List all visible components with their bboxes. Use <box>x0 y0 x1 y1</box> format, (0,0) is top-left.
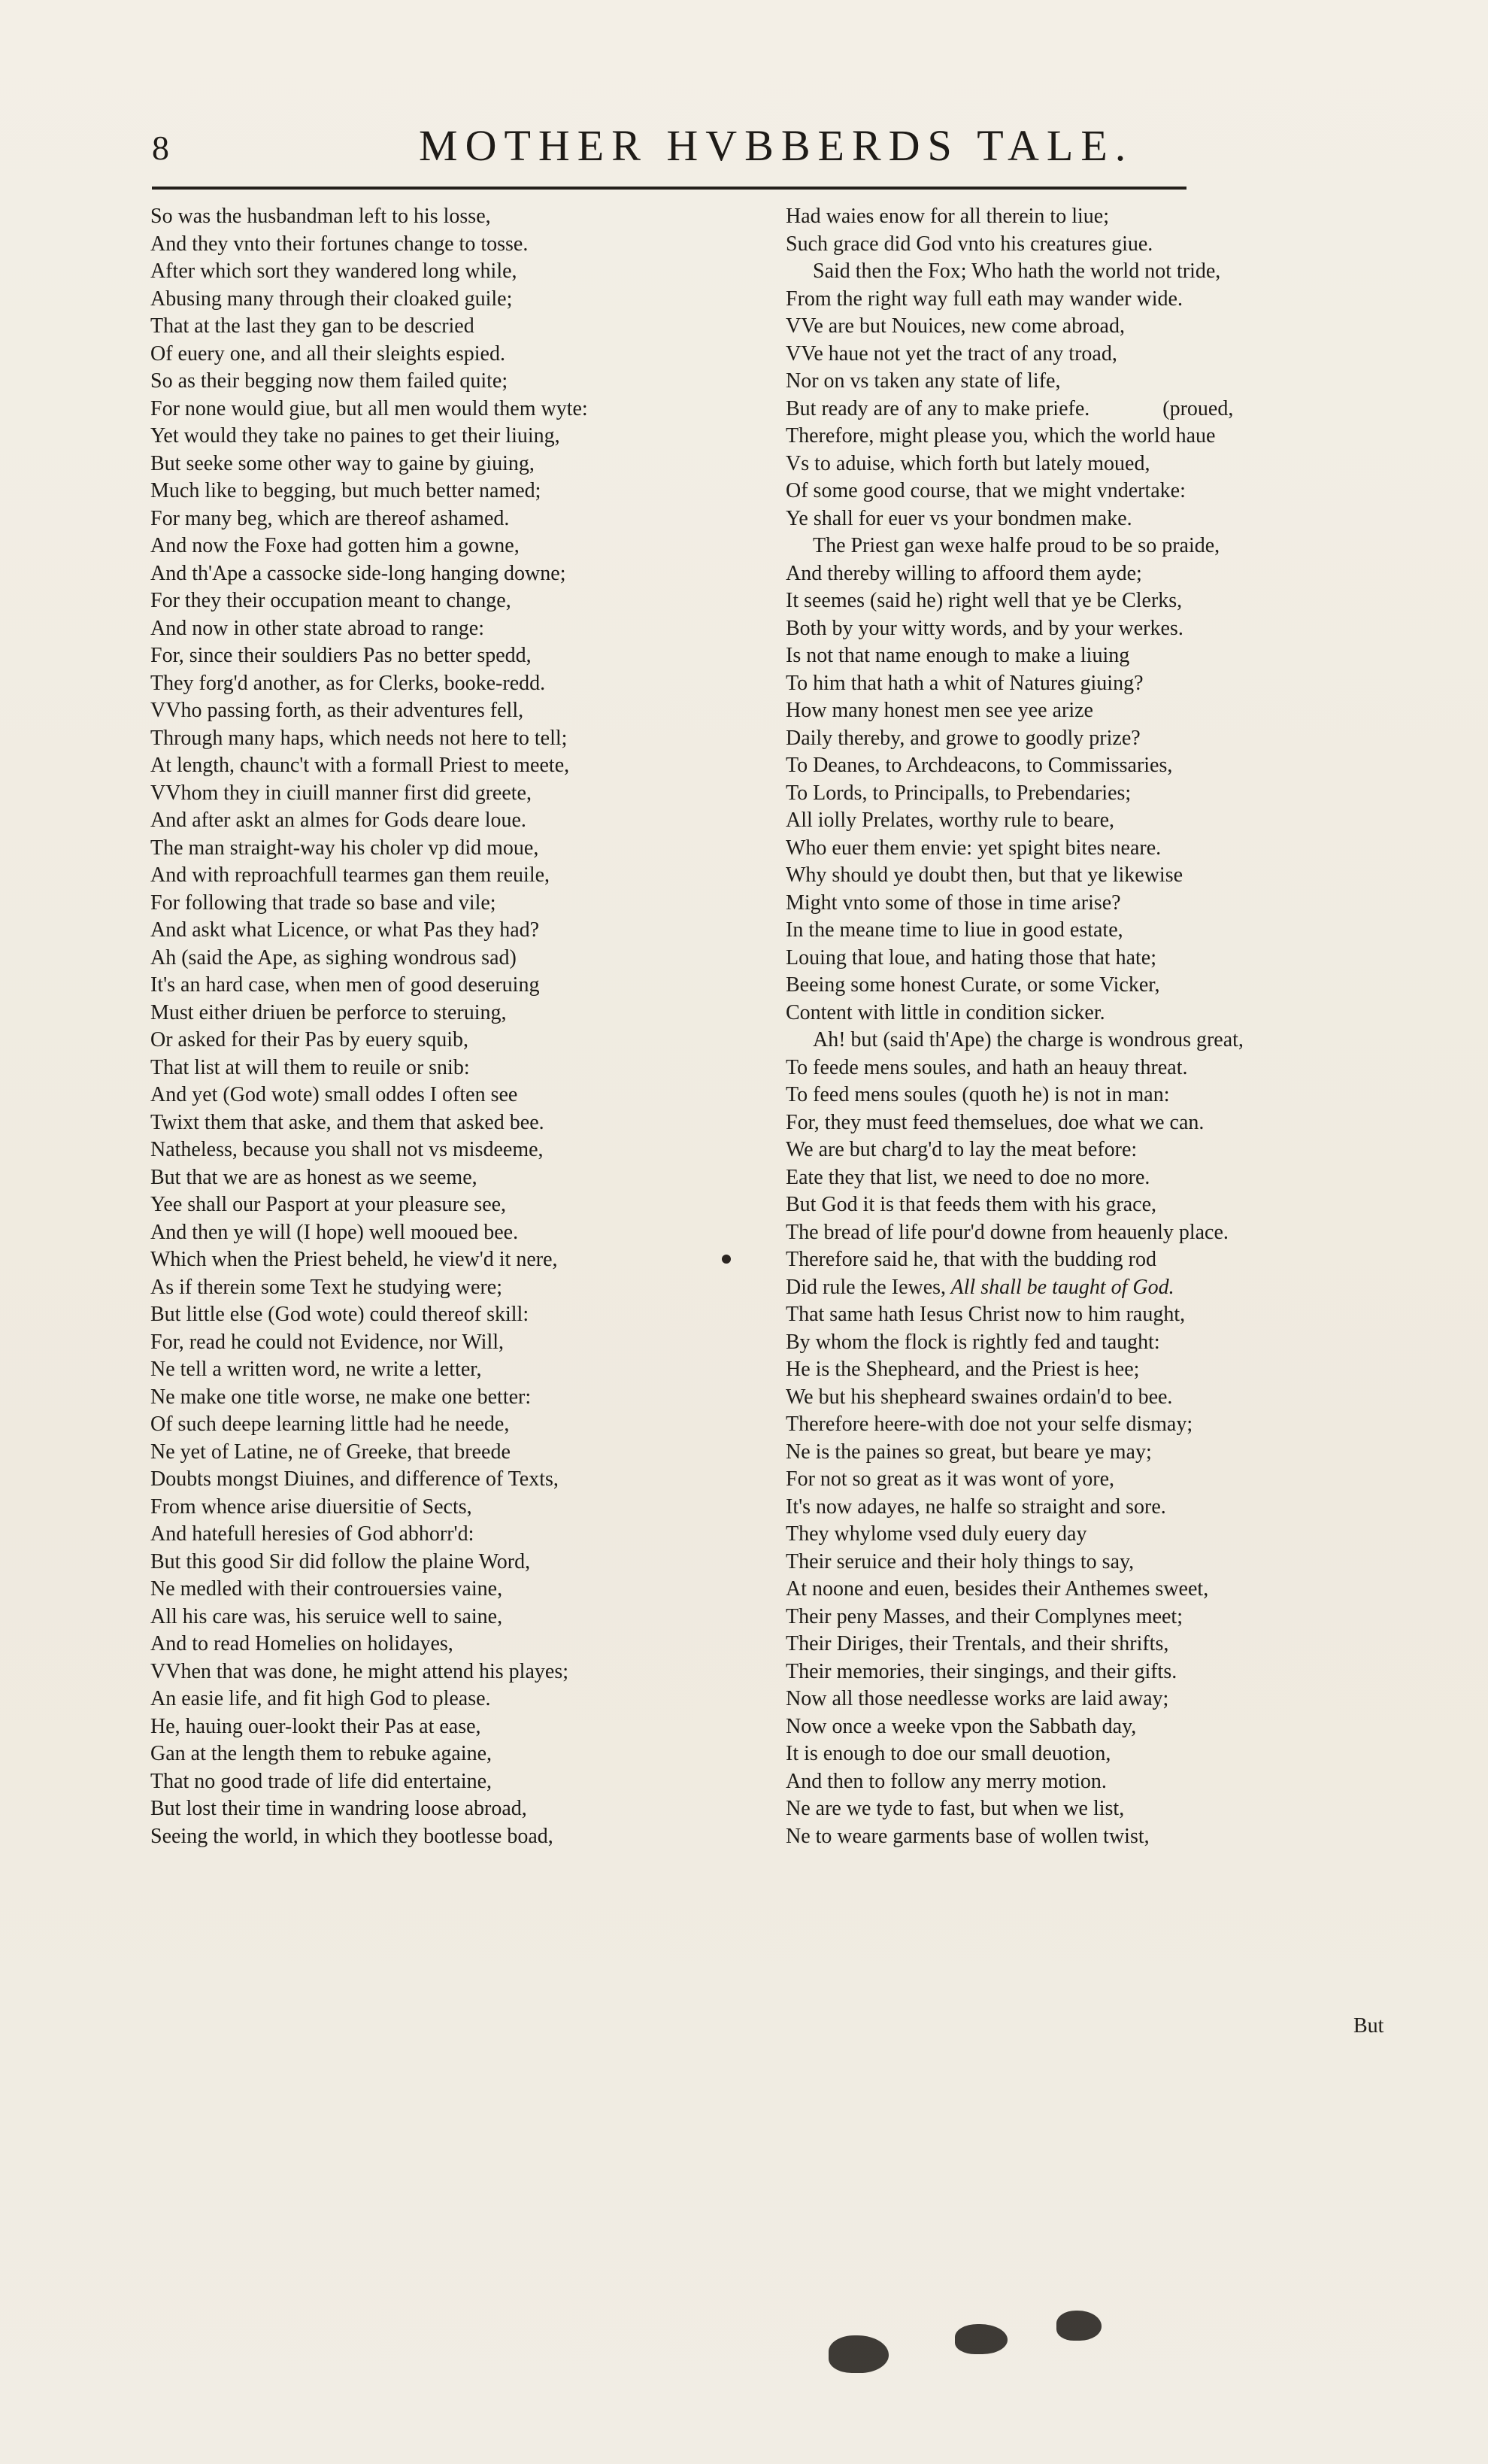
verse-line <box>150 1494 774 1522</box>
verse-text: Did rule the Iewes, <box>786 1275 947 1299</box>
verse-line <box>150 1466 774 1494</box>
verse-text: The bread of life pour'd downe from heauenly place. <box>786 1220 1229 1244</box>
verse-line <box>786 1082 1372 1109</box>
verse-text: For not so great as it was wont of yore, <box>786 1467 1115 1491</box>
verse-text: In the meane time to liue in good estate, <box>786 918 1123 942</box>
verse-text: Seeing the world, in which they bootlesse boad, <box>150 1824 553 1848</box>
verse-line <box>150 1301 774 1329</box>
verse-text: Which when the Priest beheld, he view'd it nere, <box>150 1248 558 1271</box>
verse-text: It's now adayes, ne halfe so straight and sore. <box>786 1494 1166 1519</box>
verse-text: VVe haue not yet the tract of any troad, <box>786 341 1117 366</box>
verse-line <box>786 1439 1372 1467</box>
verse-text: From the right way full eath may wander wide. <box>786 287 1183 311</box>
verse-line <box>150 780 774 808</box>
verse-line <box>786 1658 1372 1686</box>
verse-text: Therefore heere-with doe not your selfe dismay; <box>786 1413 1193 1436</box>
verse-text: Natheless, because you shall not vs misdeeme, <box>150 1138 544 1161</box>
verse-text: Therefore, might please you, which the world haue <box>786 424 1216 448</box>
verse-text: Vs to aduise, which forth but lately moued, <box>786 451 1150 475</box>
verse-line <box>786 1054 1372 1082</box>
verse-line <box>150 1604 774 1631</box>
verse-text: It is enough to doe our small deuotion, <box>786 1742 1111 1765</box>
verse-text: Ye shall for euer vs your bondmen make. <box>786 506 1132 530</box>
verse-line <box>786 1631 1372 1658</box>
verse-line <box>786 1027 1372 1054</box>
verse-text: Eate they that list, we need to doe no more. <box>786 1165 1150 1189</box>
verse-text: Ne tell a written word, ne write a letter, <box>150 1358 482 1381</box>
verse-text: That list at will them to reuile or snib: <box>150 1055 470 1079</box>
verse-line <box>150 1136 774 1164</box>
verse-text: To him that hath a whit of Natures giuing? <box>786 671 1144 695</box>
verse-line <box>150 752 774 780</box>
verse-line <box>786 697 1372 725</box>
verse-line <box>786 313 1372 341</box>
page-number: 8 <box>152 129 169 167</box>
verse-text: Abusing many through their cloaked guile; <box>150 287 513 311</box>
verse-line <box>150 396 774 423</box>
verse-line <box>150 286 774 314</box>
verse-line <box>150 478 774 505</box>
right-column <box>786 203 1372 1850</box>
verse-line <box>786 1494 1372 1522</box>
verse-text: Their seruice and their holy things to say, <box>786 1549 1135 1573</box>
verse-text: They forg'd another, as for Clerks, booke-redd. <box>150 671 546 695</box>
verse-text: And with reproachfull tearmes gan them reuile, <box>150 863 550 887</box>
verse-text: But that we are as honest as we seeme, <box>150 1165 477 1189</box>
verse-line <box>786 505 1372 533</box>
verse-line <box>786 1246 1372 1274</box>
verse-text: Had waies enow for all therein to liue; <box>786 205 1109 228</box>
verse-line <box>786 642 1372 670</box>
verse-line <box>150 1274 774 1302</box>
verse-text: But ready are of any to make priefe. <box>786 396 1090 420</box>
verse-line <box>150 1549 774 1576</box>
verse-line <box>786 945 1372 973</box>
verse-text: To Deanes, to Archdeacons, to Commissaries, <box>786 754 1173 777</box>
verse-text: Both by your witty words, and by your werkes. <box>786 616 1183 640</box>
verse-line <box>150 231 774 259</box>
verse-text: Content with little in condition sicker. <box>786 1000 1105 1024</box>
header-rule <box>152 187 1186 190</box>
verse-text: As if therein some Text he studying were; <box>150 1275 502 1299</box>
verse-line <box>786 1713 1372 1741</box>
verse-text: Of some good course, that we might vndertake: <box>786 479 1186 502</box>
verse-line <box>150 1219 774 1247</box>
verse-text: That same hath Iesus Christ now to him raught, <box>786 1303 1186 1326</box>
verse-text: For following that trade so base and vile; <box>150 891 496 915</box>
verse-line <box>786 1109 1372 1137</box>
ink-blot <box>1056 2311 1102 2341</box>
verse-text: For, they must feed themselues, doe what we can. <box>786 1110 1205 1134</box>
verse-text: Nor on vs taken any state of life, <box>786 369 1061 393</box>
verse-text: It's an hard case, when men of good deseruing <box>150 973 540 997</box>
verse-line <box>150 1109 774 1137</box>
verse-line <box>150 313 774 341</box>
verse-line <box>150 862 774 890</box>
verse-text: To feed mens soules (quoth he) is not in man: <box>786 1083 1170 1106</box>
verse-text: Might vnto some of those in time arise? <box>786 891 1121 915</box>
catchword: But <box>1353 2014 1384 2038</box>
verse-text: By whom the flock is rightly fed and taught: <box>786 1330 1160 1354</box>
verse-line <box>786 1000 1372 1027</box>
verse-text: Who euer them envie: yet spight bites neare. <box>786 836 1162 860</box>
verse-text: And now in other state abroad to range: <box>150 616 484 640</box>
verse-line <box>150 587 774 615</box>
verse-line <box>786 972 1372 1000</box>
italic-quotation: All shall be taught of God. <box>946 1275 1174 1299</box>
verse-text: Yet would they take no paines to get their liuing, <box>150 424 560 448</box>
verse-text: At length, chaunc't with a formall Priest to meete, <box>150 754 570 777</box>
verse-text: Ah! but (said th'Ape) the charge is wondrous great, <box>813 1028 1244 1051</box>
verse-text: Of euery one, and all their sleights espied. <box>150 341 505 366</box>
ink-blot <box>955 2324 1008 2354</box>
verse-text: Now all those needlesse works are laid away; <box>786 1687 1169 1710</box>
verse-text: But God it is that feeds them with his grace, <box>786 1193 1157 1216</box>
verse-text: And now the Foxe had gotten him a gowne, <box>150 534 520 557</box>
verse-line <box>786 341 1372 369</box>
verse-line <box>786 1740 1372 1768</box>
verse-line <box>786 1576 1372 1604</box>
verse-text: VVho passing forth, as their adventures fell, <box>150 699 524 722</box>
verse-line <box>150 1082 774 1109</box>
verse-line <box>786 1329 1372 1357</box>
verse-line <box>786 1301 1372 1329</box>
verse-line <box>786 615 1372 643</box>
verse-text: Much like to begging, but much better named; <box>150 479 541 502</box>
verse-line <box>150 203 774 231</box>
verse-text: The man straight-way his choler vp did moue, <box>150 836 539 860</box>
verse-text: But little else (God wote) could thereof skill: <box>150 1303 529 1326</box>
verse-text: All iolly Prelates, worthy rule to beare, <box>786 809 1114 832</box>
verse-line <box>150 423 774 451</box>
verse-text: We are but charg'd to lay the meat before: <box>786 1138 1138 1161</box>
ink-speck <box>722 1255 731 1264</box>
verse-line <box>150 1576 774 1604</box>
verse-line <box>150 1000 774 1027</box>
verse-line <box>786 560 1372 588</box>
verse-text: And hatefull heresies of God abhorr'd: <box>150 1522 474 1546</box>
verse-line <box>786 725 1372 753</box>
verse-line <box>150 1054 774 1082</box>
verse-line <box>150 1246 774 1274</box>
verse-text: So was the husbandman left to his losse, <box>150 205 491 228</box>
verse-text: Said then the Fox; Who hath the world not tride, <box>813 259 1221 283</box>
verse-text: For many beg, which are thereof ashamed. <box>150 506 510 530</box>
verse-text: Daily thereby, and growe to goodly prize? <box>786 726 1141 750</box>
verse-line <box>786 1191 1372 1219</box>
verse-text: They whylome vsed duly euery day <box>786 1522 1087 1546</box>
verse-text: Gan at the length them to rebuke againe, <box>150 1742 492 1765</box>
verse-line <box>786 1384 1372 1412</box>
verse-text: Beeing some honest Curate, or some Vicker, <box>786 973 1160 997</box>
verse-text: Louing that loue, and hating those that hate; <box>786 945 1156 970</box>
verse-text: An easie life, and fit high God to please. <box>150 1687 491 1710</box>
verse-line <box>786 1604 1372 1631</box>
verse-line <box>150 1658 774 1686</box>
verse-line <box>150 1713 774 1741</box>
verse-text: VVhom they in ciuill manner first did greete, <box>150 781 532 805</box>
verse-text: Must either driuen be perforce to steruing, <box>150 1000 507 1024</box>
verse-text: And thereby willing to affoord them ayde; <box>786 561 1142 585</box>
verse-text: We but his shepheard swaines ordain'd to bee. <box>786 1385 1173 1409</box>
verse-line <box>150 533 774 560</box>
verse-line <box>150 1439 774 1467</box>
verse-text: Or asked for their Pas by euery squib, <box>150 1028 469 1051</box>
verse-line <box>150 1384 774 1412</box>
verse-line <box>150 560 774 588</box>
verse-line <box>150 368 774 396</box>
verse-line <box>786 368 1372 396</box>
verse-text: And th'Ape a cassocke side-long hanging downe; <box>150 561 566 585</box>
verse-line <box>150 972 774 1000</box>
verse-line <box>150 615 774 643</box>
verse-text: And yet (God wote) small oddes I often see <box>150 1083 518 1106</box>
verse-line <box>786 917 1372 945</box>
verse-text: He, hauing ouer-lookt their Pas at ease, <box>150 1714 481 1738</box>
verse-text: Ne to weare garments base of wollen twist, <box>786 1824 1150 1848</box>
verse-line <box>786 478 1372 505</box>
verse-line <box>150 1521 774 1549</box>
left-column <box>150 203 774 1850</box>
verse-text: Through many haps, which needs not here to tell; <box>150 726 568 750</box>
verse-line <box>786 231 1372 259</box>
verse-text: Why should ye doubt then, but that ye likewise <box>786 863 1183 887</box>
verse-line <box>150 1686 774 1713</box>
page-header <box>152 120 1186 181</box>
verse-text: After which sort they wandered long while, <box>150 259 517 283</box>
verse-line <box>150 1329 774 1357</box>
verse-line <box>786 1274 1372 1302</box>
verse-text: Their peny Masses, and their Complynes meet; <box>786 1604 1183 1628</box>
verse-line <box>150 451 774 478</box>
ink-blot <box>829 2335 889 2373</box>
verse-overflow-word: (proued, <box>1157 396 1234 420</box>
verse-line <box>150 1795 774 1823</box>
verse-text: For, since their souldiers Pas no better spedd, <box>150 644 532 667</box>
verse-text: And they vnto their fortunes change to tosse. <box>150 232 529 256</box>
verse-text: To Lords, to Principalls, to Prebendaries; <box>786 781 1132 805</box>
verse-text: VVe are but Nouices, new come abroad, <box>786 314 1125 338</box>
verse-text: Yee shall our Pasport at your pleasure see, <box>150 1193 507 1216</box>
verse-text: And askt what Licence, or what Pas they had? <box>150 918 540 942</box>
verse-line <box>786 258 1372 286</box>
verse-text: From whence arise diuersitie of Sects, <box>150 1494 472 1519</box>
verse-line <box>786 286 1372 314</box>
verse-text: And after askt an almes for Gods deare loue. <box>150 809 526 832</box>
verse-line <box>786 835 1372 863</box>
verse-text: Ne medled with their controuersies vaine, <box>150 1577 503 1601</box>
verse-line <box>150 642 774 670</box>
verse-text: Is not that name enough to make a liuing <box>786 644 1130 667</box>
verse-line <box>786 1768 1372 1796</box>
running-title: MOTHER HVBBERDS TALE. <box>419 121 1134 170</box>
verse-line <box>150 725 774 753</box>
verse-text: Of such deepe learning little had he neede, <box>150 1413 510 1436</box>
verse-line <box>150 807 774 835</box>
verse-line <box>150 670 774 698</box>
verse-line <box>150 1164 774 1192</box>
verse-line <box>150 1027 774 1054</box>
verse-text: Ne yet of Latine, ne of Greeke, that breede <box>150 1440 511 1464</box>
verse-text: Ne make one title worse, ne make one better: <box>150 1385 532 1409</box>
verse-text: How many honest men see yee arize <box>786 699 1093 722</box>
verse-line <box>786 1466 1372 1494</box>
verse-text: Their Diriges, their Trentals, and their shrifts, <box>786 1632 1169 1655</box>
verse-text: It seemes (said he) right well that ye be Clerks, <box>786 589 1183 612</box>
verse-line <box>786 1164 1372 1192</box>
verse-text: And then ye will (I hope) well mooued bee. <box>150 1220 519 1244</box>
verse-text: That no good trade of life did entertaine, <box>150 1769 492 1793</box>
verse-text: Ne are we tyde to fast, but when we list, <box>786 1797 1125 1820</box>
verse-text: Ne is the paines so great, but beare ye may; <box>786 1440 1152 1464</box>
verse-text: To feede mens soules, and hath an heauy threat. <box>786 1055 1188 1079</box>
verse-text: The Priest gan wexe halfe proud to be so praide, <box>813 534 1220 557</box>
verse-line <box>786 1549 1372 1576</box>
verse-line <box>786 890 1372 918</box>
verse-line <box>786 1411 1372 1439</box>
verse-text: Now once a weeke vpon the Sabbath day, <box>786 1714 1137 1738</box>
verse-line <box>786 862 1372 890</box>
verse-line <box>786 1521 1372 1549</box>
verse-line <box>786 1136 1372 1164</box>
verse-line <box>150 835 774 863</box>
verse-text: But seeke some other way to gaine by giuing, <box>150 451 535 475</box>
verse-line <box>150 890 774 918</box>
verse-text: Ah (said the Ape, as sighing wondrous sad) <box>150 945 517 970</box>
verse-text: For, read he could not Evidence, nor Will, <box>150 1330 504 1354</box>
verse-line <box>786 1795 1372 1823</box>
verse-line <box>150 505 774 533</box>
verse-line <box>786 451 1372 478</box>
verse-line <box>786 203 1372 231</box>
verse-line <box>150 697 774 725</box>
verse-line <box>150 1191 774 1219</box>
verse-text: For none would giue, but all men would them wyte: <box>150 396 588 420</box>
verse-line <box>786 670 1372 698</box>
verse-line <box>786 752 1372 780</box>
verse-text: For they their occupation meant to change, <box>150 589 511 612</box>
verse-line <box>150 917 774 945</box>
verse-text: All his care was, his seruice well to saine, <box>150 1604 503 1628</box>
verse-line <box>786 807 1372 835</box>
verse-text: At noone and euen, besides their Anthemes sweet, <box>786 1577 1209 1601</box>
verse-text: Doubts mongst Diuines, and difference of Texts, <box>150 1467 559 1491</box>
verse-text: Their memories, their singings, and their gifts. <box>786 1659 1177 1683</box>
verse-text: But lost their time in wandring loose abroad, <box>150 1797 527 1820</box>
verse-text: And to read Homelies on holidayes, <box>150 1632 453 1655</box>
verse-text: But this good Sir did follow the plaine Word, <box>150 1549 531 1573</box>
verse-line <box>786 587 1372 615</box>
verse-line <box>150 1411 774 1439</box>
verse-text: Therefore said he, that with the budding rod <box>786 1248 1156 1271</box>
verse-text: VVhen that was done, he might attend his playes; <box>150 1659 568 1683</box>
verse-line <box>150 1768 774 1796</box>
verse-line <box>786 533 1372 560</box>
verse-line <box>150 945 774 973</box>
verse-line <box>786 1686 1372 1713</box>
verse-line <box>786 423 1372 451</box>
verse-line <box>786 780 1372 808</box>
verse-line <box>786 1823 1372 1851</box>
verse-line <box>150 258 774 286</box>
verse-line <box>150 1356 774 1384</box>
verse-text: And then to follow any merry motion. <box>786 1769 1107 1793</box>
verse-text: That at the last they gan to be descried <box>150 314 474 338</box>
verse-line <box>150 1823 774 1851</box>
verse-line <box>150 1740 774 1768</box>
verse-line <box>786 1219 1372 1247</box>
verse-text: Such grace did God vnto his creatures giue. <box>786 232 1153 256</box>
verse-line <box>786 1356 1372 1384</box>
verse-line <box>786 396 1372 423</box>
verse-text: So as their begging now them failed quite; <box>150 369 508 393</box>
verse-text: He is the Shepheard, and the Priest is hee; <box>786 1358 1140 1381</box>
verse-line <box>150 341 774 369</box>
verse-text: Twixt them that aske, and them that asked bee. <box>150 1110 544 1134</box>
verse-line <box>150 1631 774 1658</box>
